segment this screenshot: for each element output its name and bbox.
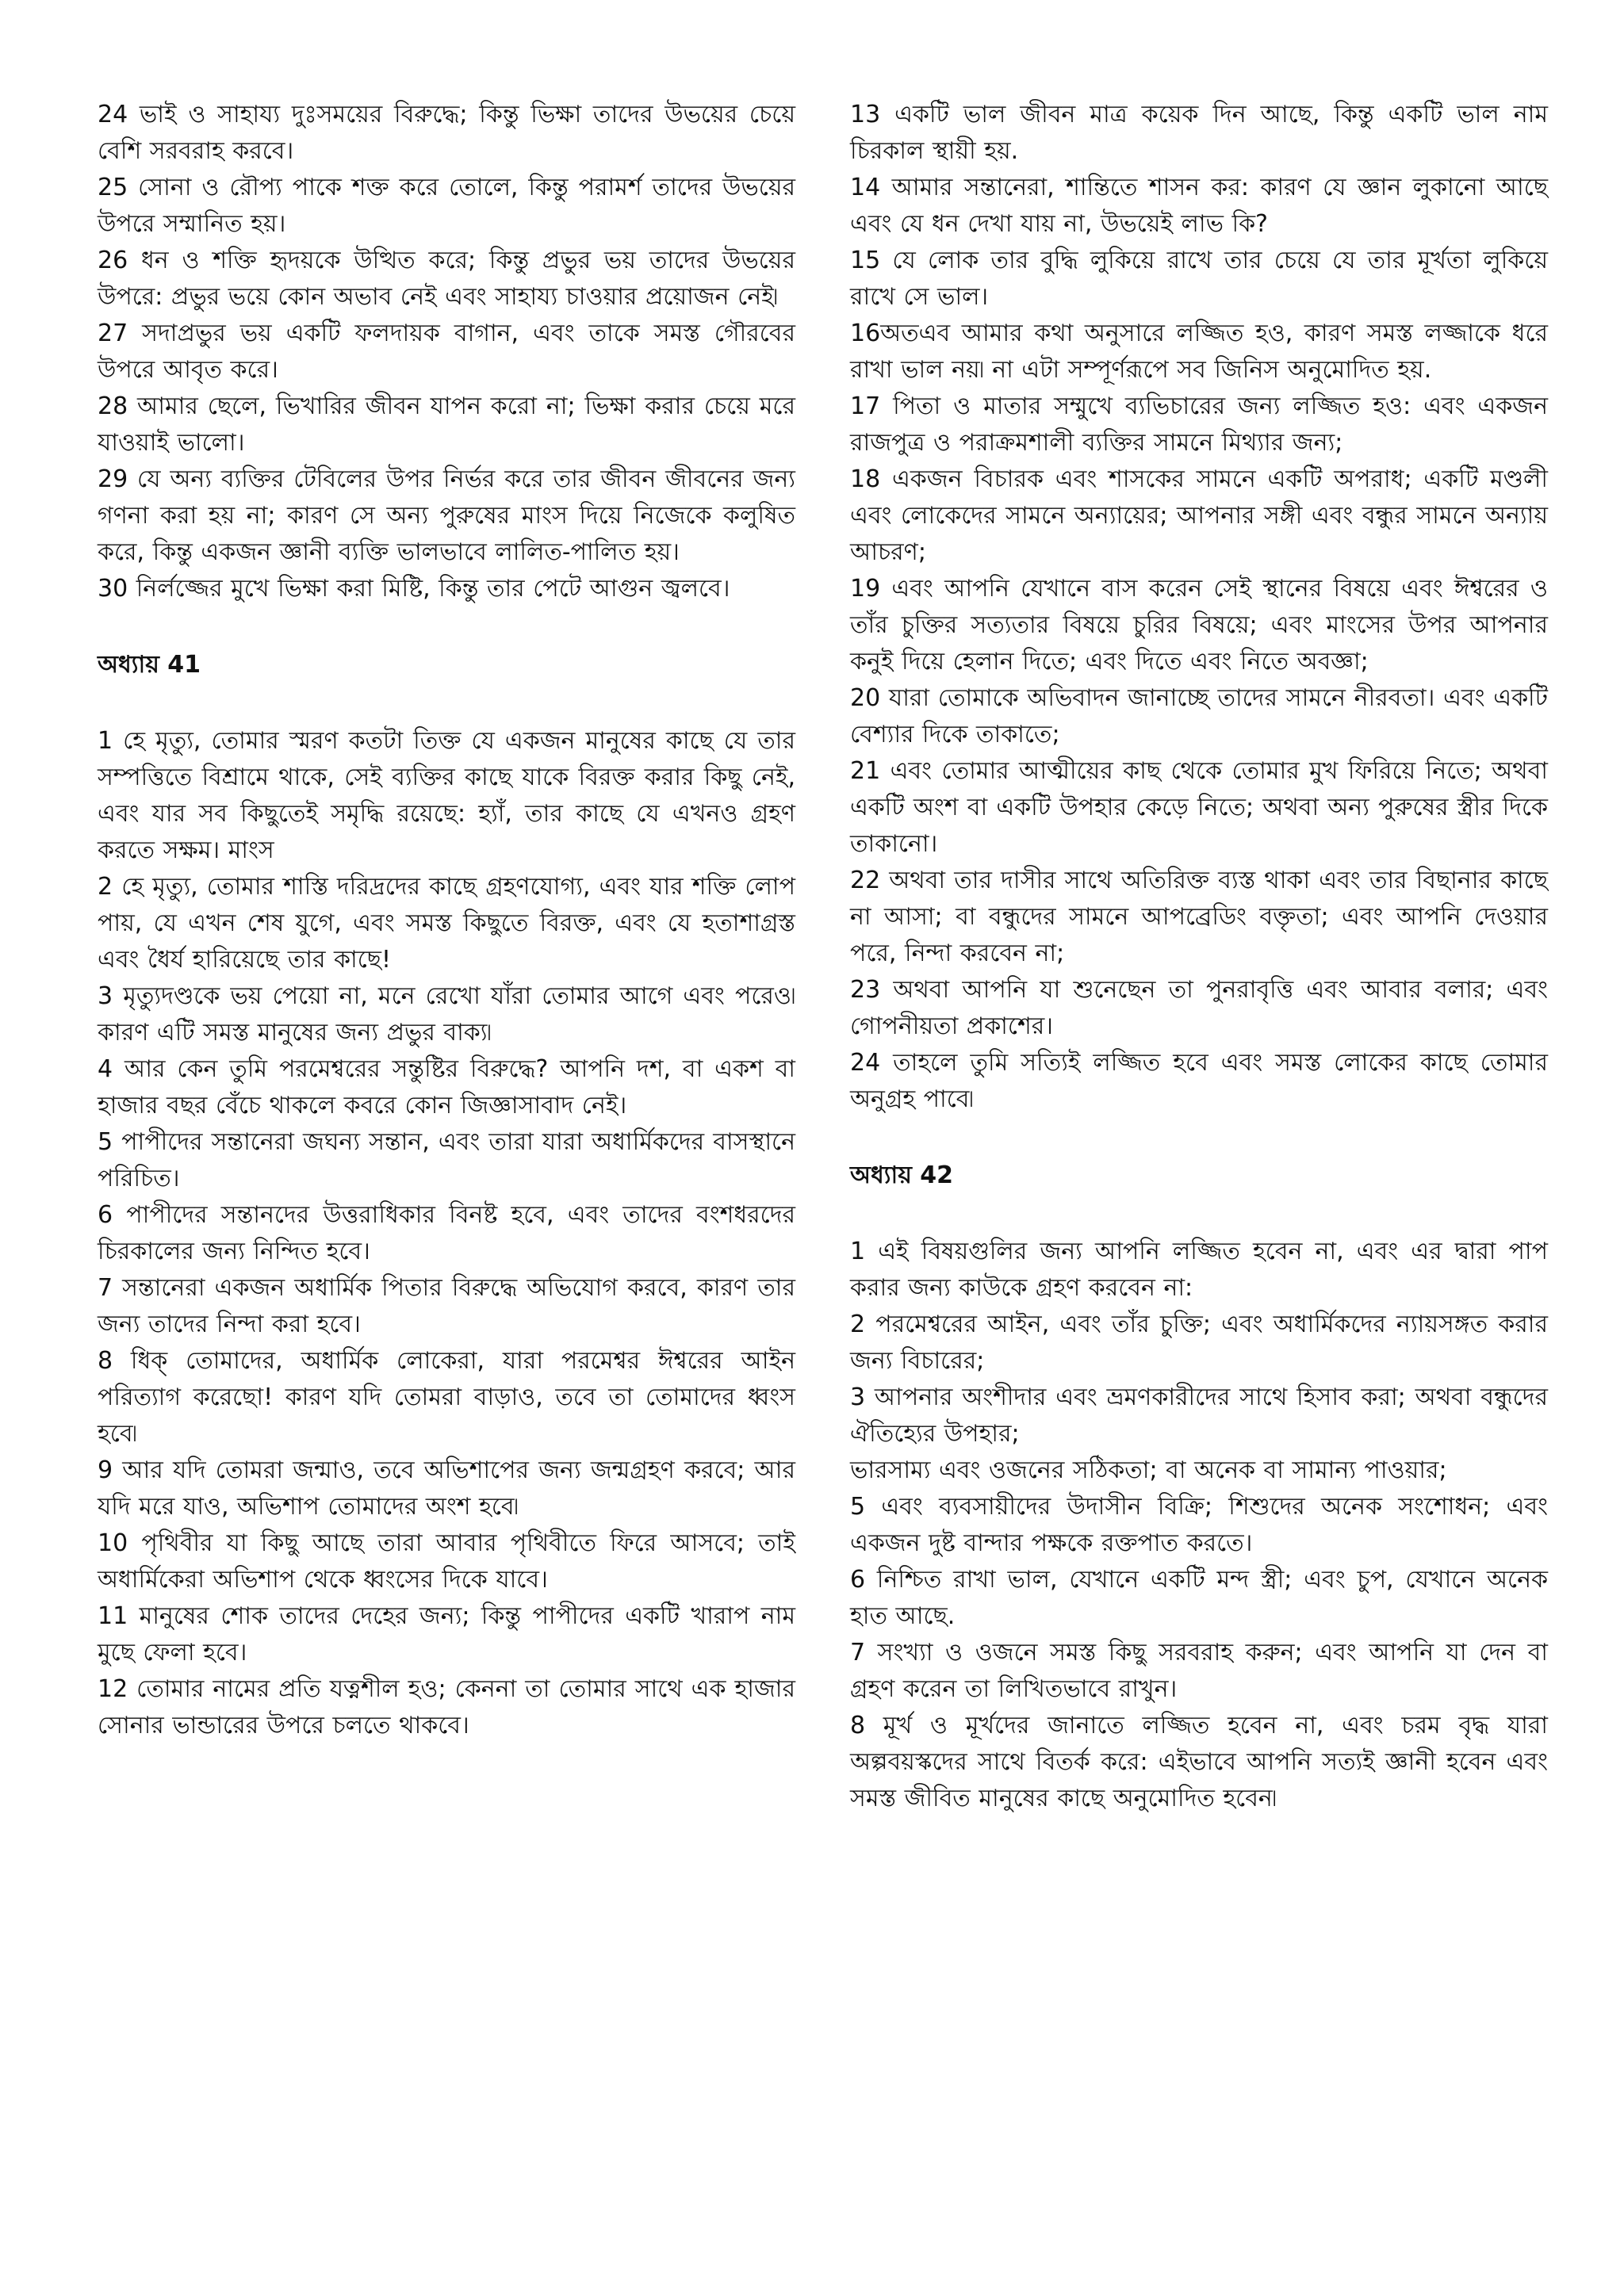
verse-41-3: 3 মৃত্যুদণ্ডকে ভয় পেয়ো না, মনে রেখো যাঁরা তোমার আগে এবং পরেও৷ কারণ এটি সমস্ত মানুষের জন্য প্রভুর বাক্য৷: [98, 982, 795, 1047]
right-column: [850, 97, 1548, 1817]
verse-41-10: 10 পৃথিবীর যা কিছু আছে তারা আবার পৃথিবীতে ফিরে আসবে; তাই অধার্মিকেরা অভিশাপ থেকে ধ্বংসের দিকে যাবে।: [98, 1529, 795, 1594]
verse-40-30: 30 নির্লজ্জের মুখে ভিক্ষা করা মিষ্টি, কিন্তু তার পেটে আগুন জ্বলবে।: [98, 575, 730, 603]
verse-41-2: 2 হে মৃত্যু, তোমার শাস্তি দরিদ্রদের কাছে গ্রহণযোগ্য, এবং যার শক্তি লোপ পায়, যে এখন শেষ যুগে, এবং সমস্ত কিছুতে বিরক্ত, এবং যে হতাশাগ্রস্ত এবং ধৈর্য হারিয়েছে তার কাছে!: [98, 873, 795, 974]
verse-40-26: 26 ধন ও শক্তি হৃদয়কে উত্থিত করে; কিন্তু প্রভুর ভয় তাদের উভয়ের উপরে: প্রভুর ভয়ে কোন অভাব নেই এবং সাহায্য চাওয়ার প্রয়োজন নেই৷: [98, 247, 795, 311]
verse-42-8: 8 মূর্খ ও মূর্খদের জানাতে লজ্জিত হবেন না, এবং চরম বৃদ্ধ যারা অল্পবয়স্কদের সাথে বিতর্ক করে: এইভাবে আপনি সত্যই জ্ঞানী হবেন এবং সমস্ত জীবিত মানুষের কাছে অনুমোদিত হবেন৷: [850, 1712, 1548, 1812]
verse-41-21: 21 এবং তোমার আত্মীয়ের কাছ থেকে তোমার মুখ ফিরিয়ে নিতে; অথবা একটি অংশ বা একটি উপহার কেড়ে নিতে; অথবা অন্য পুরুষের স্ত্রীর দিকে তাকানো।: [850, 757, 1548, 858]
verse-42-2: 2 পরমেশ্বরের আইন, এবং তাঁর চুক্তি; এবং অধার্মিকদের ন্যায়সঙ্গত করার জন্য বিচারের;: [850, 1311, 1548, 1375]
verse-41-23: 23 অথবা আপনি যা শুনেছেন তা পুনরাবৃত্তি এবং আবার বলার; এবং গোপনীয়তা প্রকাশের।: [850, 976, 1548, 1040]
verse-41-17: 17 পিতা ও মাতার সম্মুখে ব্যভিচারের জন্য লজ্জিত হও: এবং একজন রাজপুত্র ও পরাক্রমশালী ব্যক্তির সামনে মিথ্যার জন্য;: [850, 392, 1548, 457]
verse-41-4: 4 আর কেন তুমি পরমেশ্বরের সন্তুষ্টির বিরুদ্ধে? আপনি দশ, বা একশ বা হাজার বছর বেঁচে থাকলে কবরে কোন জিজ্ঞাসাবাদ নেই।: [98, 1055, 795, 1119]
verse-41-18: 18 একজন বিচারক এবং শাসকের সামনে একটি অপরাধ; একটি মণ্ডলী এবং লোকেদের সামনে অন্যায়ের; আপনার সঙ্গী এবং বন্ধুর সামনে অন্যায় আচরণ;: [850, 465, 1548, 566]
verse-42-3: 3 আপনার অংশীদার এবং ভ্রমণকারীদের সাথে হিসাব করা; অথবা বন্ধুদের ঐতিহ্যের উপহার;: [850, 1383, 1548, 1448]
verse-41-9: 9 আর যদি তোমরা জন্মাও, তবে অভিশাপের জন্য জন্মগ্রহণ করবে; আর যদি মরে যাও, অভিশাপ তোমাদের অংশ হবে৷: [98, 1456, 795, 1521]
chapter-42-heading: অধ্যায় 42: [850, 1161, 954, 1189]
verse-41-6: 6 পাপীদের সন্তানদের উত্তরাধিকার বিনষ্ট হবে, এবং তাদের বংশধরদের চিরকালের জন্য নিন্দিত হবে।: [98, 1201, 795, 1265]
verse-41-24: 24 তাহলে তুমি সত্যিই লজ্জিত হবে এবং সমস্ত লোকের কাছে তোমার অনুগ্রহ পাবে৷: [850, 1049, 1548, 1113]
verse-42-6: 6 নিশ্চিত রাখা ভাল, যেখানে একটি মন্দ স্ত্রী; এবং চুপ, যেখানে অনেক হাত আছে.: [850, 1566, 1548, 1630]
verse-41-16: 16অতএব আমার কথা অনুসারে লজ্জিত হও, কারণ সমস্ত লজ্জাকে ধরে রাখা ভাল নয়৷ না এটা সম্পূর্ণরূপে সব জিনিস অনুমোদিত হয়.: [850, 320, 1548, 384]
verse-41-1: 1 হে মৃত্যু, তোমার স্মরণ কতটা তিক্ত যে একজন মানুষের কাছে যে তার সম্পত্তিতে বিশ্রামে থাকে, সেই ব্যক্তির কাছে যাকে বিরক্ত করার কিছু নেই, এবং যার সব কিছুতেই সমৃদ্ধি রয়েছে: হ্যাঁ, তার কাছে যে এখনও গ্রহণ করতে সক্ষম। মাংস: [98, 727, 795, 864]
verse-41-19: 19 এবং আপনি যেখানে বাস করেন সেই স্থানের বিষয়ে এবং ঈশ্বরের ও তাঁর চুক্তির সত্যতার বিষয়ে চুরির বিষয়ে; এবং মাংসের উপর আপনার কনুই দিয়ে হেলান দিতে; এবং দিতে এবং নিতে অবজ্ঞা;: [850, 575, 1548, 675]
verse-41-12: 12 তোমার নামের প্রতি যত্নশীল হও; কেননা তা তোমার সাথে এক হাজার সোনার ভান্ডারের উপরে চলতে থাকবে।: [98, 1675, 795, 1739]
verse-40-27: 27 সদাপ্রভুর ভয় একটি ফলদায়ক বাগান, এবং তাকে সমস্ত গৌরবের উপরে আবৃত করে।: [98, 320, 795, 384]
verse-42-7: 7 সংখ্যা ও ওজনে সমস্ত কিছু সরবরাহ করুন; এবং আপনি যা দেন বা গ্রহণ করেন তা লিখিতভাবে রাখুন।: [850, 1639, 1548, 1703]
verse-42-4: ভারসাম্য এবং ওজনের সঠিকতা; বা অনেক বা সামান্য পাওয়ার;: [850, 1456, 1447, 1484]
verse-41-8: 8 ধিক্ তোমাদের, অধার্মিক লোকেরা, যারা পরমেশ্বর ঈশ্বরের আইন পরিত্যাগ করেছো! কারণ যদি তোমরা বাড়াও, তবে তা তোমাদের ধ্বংস হবে৷: [98, 1347, 795, 1448]
verse-40-29: 29 যে অন্য ব্যক্তির টেবিলের উপর নির্ভর করে তার জীবন জীবনের জন্য গণনা করা হয় না; কারণ সে অন্য পুরুষের মাংস দিয়ে নিজেকে কলুষিত করে, কিন্তু একজন জ্ঞানী ব্যক্তি ভালভাবে লালিত-পালিত হয়।: [98, 465, 795, 566]
verse-42-1: 1 এই বিষয়গুলির জন্য আপনি লজ্জিত হবেন না, এবং এর দ্বারা পাপ করার জন্য কাউকে গ্রহণ করবেন না:: [850, 1238, 1548, 1302]
verse-41-13: 13 একটি ভাল জীবন মাত্র কয়েক দিন আছে, কিন্তু একটি ভাল নাম চিরকাল স্থায়ী হয়.: [850, 101, 1548, 165]
left-column: [98, 97, 795, 1744]
verse-41-11: 11 মানুষের শোক তাদের দেহের জন্য; কিন্তু পাপীদের একটি খারাপ নাম মুছে ফেলা হবে।: [98, 1602, 795, 1667]
verse-41-5: 5 পাপীদের সন্তানেরা জঘন্য সন্তান, এবং তারা যারা অধার্মিকদের বাসস্থানে পরিচিত।: [98, 1128, 795, 1192]
verse-41-7: 7 সন্তানেরা একজন অধার্মিক পিতার বিরুদ্ধে অভিযোগ করবে, কারণ তার জন্য তাদের নিন্দা করা হবে।: [98, 1274, 795, 1338]
verse-41-22: 22 অথবা তার দাসীর সাথে অতিরিক্ত ব্যস্ত থাকা এবং তার বিছানার কাছে না আসা; বা বন্ধুদের সামনে আপব্রেডিং বক্তৃতা; এবং আপনি দেওয়ার পরে, নিন্দা করবেন না;: [850, 867, 1548, 967]
chapter-41-heading: অধ্যায় 41: [98, 651, 201, 679]
verse-40-24: 24 ভাই ও সাহায্য দুঃসময়ের বিরুদ্ধে; কিন্তু ভিক্ষা তাদের উভয়ের চেয়ে বেশি সরবরাহ করবে।: [98, 101, 795, 165]
verse-41-15: 15 যে লোক তার বুদ্ধি লুকিয়ে রাখে তার চেয়ে যে তার মূর্খতা লুকিয়ে রাখে সে ভাল।: [850, 247, 1548, 311]
verse-40-25: 25 সোনা ও রৌপ্য পাকে শক্ত করে তোলে, কিন্তু পরামর্শ তাদের উভয়ের উপরে সম্মানিত হয়।: [98, 174, 795, 238]
verse-40-28: 28 আমার ছেলে, ভিখারির জীবন যাপন করো না; ভিক্ষা করার চেয়ে মরে যাওয়াই ভালো।: [98, 392, 795, 457]
verse-41-14: 14 আমার সন্তানেরা, শান্তিতে শাসন কর: কারণ যে জ্ঞান লুকানো আছে এবং যে ধন দেখা যায় না, উভয়েই লাভ কি?: [850, 174, 1548, 238]
verse-41-20: 20 যারা তোমাকে অভিবাদন জানাচ্ছে তাদের সামনে নীরবতা। এবং একটি বেশ্যার দিকে তাকাতে;: [850, 684, 1548, 748]
verse-42-5: 5 এবং ব্যবসায়ীদের উদাসীন বিক্রি; শিশুদের অনেক সংশোধন; এবং একজন দুষ্ট বান্দার পক্ষকে রক্তপাত করতে।: [850, 1493, 1548, 1557]
